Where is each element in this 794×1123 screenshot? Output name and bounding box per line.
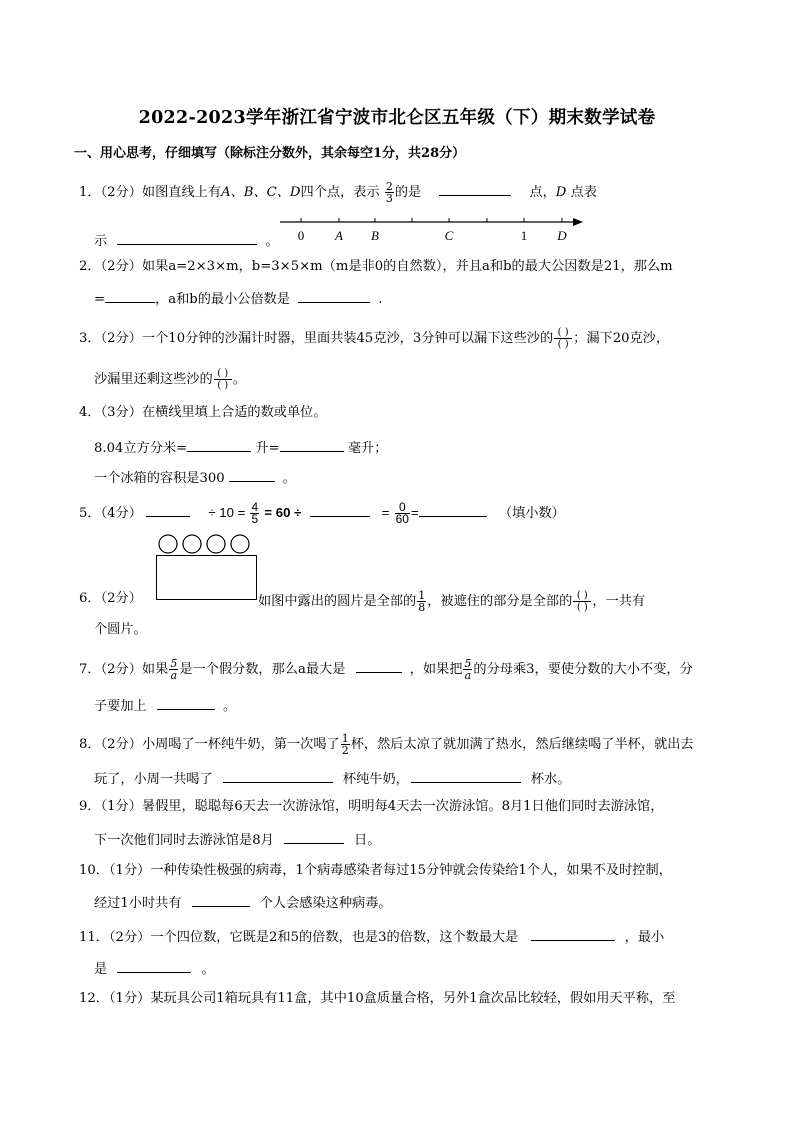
- q2-text: a=2×3×m，b=3×5×m（m是非0的自然数），并且a和b的最大公因数是21，那么m: [168, 259, 673, 274]
- empty-fraction[interactable]: [573, 590, 591, 613]
- question-6-line-2: 个圆片。: [94, 622, 147, 637]
- numerator: 5: [464, 657, 472, 670]
- numerator: 1: [341, 732, 349, 745]
- answer-blank[interactable]: [187, 437, 251, 452]
- q3-text: 3．（2分）一个10分钟的沙漏计时器，里面共装45克沙，3分钟可以漏下这些沙的: [79, 331, 554, 346]
- q3-text-2: ；漏下20克沙，: [573, 331, 670, 346]
- q2-prefix: 2．（2分）如果: [79, 259, 169, 274]
- fraction: [463, 658, 472, 681]
- question-6-line-1: [258, 590, 645, 613]
- q11-text: 11．（2分）一个四位数，它既是2和5的倍数，也是3的倍数，这个数最大是: [79, 930, 519, 945]
- q1-after-frac: 的是: [394, 185, 422, 200]
- q1-d-letter: D: [555, 185, 567, 200]
- q5-eq-2: =: [410, 505, 419, 520]
- visible-discs: [157, 533, 257, 557]
- q9-text: 下一次他们同时去游泳馆是8月: [94, 833, 274, 848]
- covering-rectangle: [156, 555, 257, 600]
- question-11-line-2: [94, 958, 215, 979]
- q5-eq: =: [381, 505, 390, 520]
- denominator: ( ): [217, 380, 229, 391]
- q11-text-2: ，最小: [624, 930, 665, 945]
- question-2-line-1: [79, 258, 673, 276]
- axis-label-a: A: [335, 228, 343, 243]
- question-7-line-1: [79, 658, 693, 681]
- q11-end: 。: [201, 962, 215, 977]
- empty-fraction[interactable]: [214, 368, 232, 391]
- disc: [231, 535, 249, 553]
- q8-prefix: 8．（2分）小周喝了一杯纯牛奶，第一次喝了: [79, 737, 340, 752]
- question-8-line-1: [79, 733, 694, 756]
- q5-note: （填小数）: [498, 506, 565, 521]
- axis-label-b: B: [371, 228, 379, 243]
- axis-label-0: 0: [297, 228, 305, 243]
- answer-blank[interactable]: [117, 230, 257, 245]
- q4-liters: 升=: [255, 441, 280, 456]
- q4-volume: 8.04立方分米=: [94, 441, 188, 456]
- fraction: [250, 502, 259, 525]
- q7-text-3: 的分母乘3，要使分数的大小不变，分: [473, 662, 693, 677]
- answer-blank[interactable]: [105, 288, 155, 303]
- question-4-line-2: [94, 437, 387, 458]
- numerator: 2: [385, 180, 393, 193]
- answer-blank[interactable]: [531, 926, 615, 941]
- q7-text-4: 子要加上: [94, 699, 147, 714]
- denominator: 3: [385, 192, 393, 205]
- denominator: a: [464, 669, 472, 682]
- denominator: a: [170, 669, 178, 682]
- q8-end: 杯水。: [530, 772, 571, 787]
- q1-line2-end: 。: [265, 234, 279, 249]
- q8-text: 杯，然后太凉了就加满了热水，然后继续喝了半杯，就出去: [350, 737, 694, 752]
- q1-end: 点表: [570, 185, 597, 200]
- q6-text-3: ，一共有: [592, 594, 646, 609]
- question-10-line-1: 10．（1分）一种传染性极强的病毒，1个病毒感染者每过15分钟就会传染给1个人，如果不及时控制，: [79, 863, 672, 878]
- question-9-line-2: [94, 829, 380, 850]
- question-9-line-1: 9．（1分）暑假里，聪聪每6天去一次游泳馆，明明每4天去一次游泳馆。8月1日他们同时去游泳馆，: [79, 799, 664, 814]
- q7-prefix: 7．（2分）如果: [79, 662, 169, 677]
- q4-fridge: 一个冰箱的容积是300: [94, 471, 225, 486]
- numerator: ( ): [554, 327, 572, 339]
- q4-end: 。: [282, 471, 296, 486]
- question-12-line-1: 12．（1分）某玩具公司1箱玩具有11盒，其中10盒质量合格，另外1盒次品比较轻，假如用天平称，至: [79, 991, 676, 1006]
- question-7-line-2: [94, 695, 236, 716]
- fraction: [341, 733, 350, 756]
- question-11-line-1: [79, 926, 664, 947]
- fraction: [169, 658, 178, 681]
- question-1-line-1: [79, 181, 597, 204]
- q8-text-3: 杯纯牛奶，: [342, 772, 409, 787]
- question-4-line-3: [94, 467, 296, 488]
- question-2-line-2: [94, 288, 382, 309]
- q2-mid: ，a和b的最小公倍数是: [155, 292, 291, 307]
- answer-blank[interactable]: [280, 437, 344, 452]
- answer-blank[interactable]: [310, 502, 370, 517]
- q7-end: 。: [222, 699, 237, 714]
- numerator: ( ): [214, 368, 232, 380]
- question-3-line-1: [79, 327, 669, 350]
- answer-blank[interactable]: [192, 892, 250, 907]
- q3-text-3: 沙漏里还剩这些沙的: [94, 372, 213, 387]
- q1-after-blank: 点，: [529, 185, 556, 200]
- denominator: ( ): [576, 602, 588, 613]
- answer-blank[interactable]: [284, 829, 344, 844]
- q11-text-3: 是: [94, 962, 108, 977]
- fraction[interactable]: [395, 502, 410, 525]
- q5-divide: ÷ 10 =: [208, 505, 246, 520]
- q6-text: 如图中露出的圆片是全部的: [258, 594, 417, 609]
- answer-blank[interactable]: [146, 502, 190, 517]
- q4-ml: 毫升；: [347, 441, 388, 456]
- disc: [159, 535, 177, 553]
- q10-text: 经过1小时共有: [94, 896, 182, 911]
- q2-eq: =: [94, 292, 106, 307]
- answer-blank[interactable]: [419, 502, 487, 517]
- question-1-line-2: [94, 230, 279, 251]
- answer-blank[interactable]: [356, 658, 402, 673]
- fraction: [385, 181, 394, 204]
- numerator: ( ): [573, 590, 591, 602]
- q6-text-2: ，被遮住的部分是全部的: [427, 594, 573, 609]
- fraction: [417, 590, 426, 613]
- answer-blank[interactable]: [117, 958, 191, 973]
- numerator: 1: [418, 589, 426, 602]
- axis-label-1: 1: [520, 228, 528, 243]
- q7-text: 是一个假分数，那么a最大是: [179, 662, 346, 677]
- denominator: 5: [251, 512, 259, 526]
- numerator: 4: [251, 500, 259, 514]
- q1-mid: 四个点，表示: [300, 185, 380, 200]
- denominator: 2: [341, 744, 349, 757]
- numerator: 5: [170, 657, 178, 670]
- question-5-line-1: [79, 502, 565, 525]
- question-10-line-2: [94, 892, 392, 913]
- q10-end: 个人会感染这种病毒。: [259, 896, 392, 911]
- answer-blank[interactable]: [411, 768, 521, 783]
- number-line-diagram: [275, 212, 595, 246]
- q1-line2-prefix: 示: [94, 234, 108, 249]
- answer-blank[interactable]: [229, 467, 275, 482]
- disc: [183, 535, 201, 553]
- empty-fraction[interactable]: [554, 327, 572, 350]
- q1-letters: A、B、C、D: [221, 185, 301, 200]
- question-6-prefix: 6．（2分）: [79, 591, 142, 606]
- q3-end: 。: [232, 372, 246, 387]
- denominator: ( ): [557, 339, 569, 350]
- answer-blank[interactable]: [298, 288, 370, 303]
- question-8-line-2: [94, 768, 570, 789]
- q2-end: .: [378, 292, 383, 307]
- answer-blank[interactable]: [157, 695, 215, 710]
- q1-prefix: 1．（2分）如图直线上有: [79, 185, 222, 200]
- q9-end: 日。: [354, 833, 381, 848]
- q5-prefix: 5．（4分）: [79, 506, 142, 521]
- denominator: 8: [418, 601, 426, 614]
- q7-text-2: ，如果把: [409, 662, 463, 677]
- q8-text-2: 玩了，小周一共喝了: [94, 772, 213, 787]
- section-heading: 一、用心思考，仔细填写（除标注分数外，其余每空1分，共28分）: [74, 146, 466, 161]
- denominator: 60: [395, 512, 409, 526]
- question-3-line-2: [94, 368, 246, 391]
- answer-blank[interactable]: [223, 768, 333, 783]
- answer-blank[interactable]: [439, 181, 511, 196]
- axis-label-c: C: [444, 228, 454, 243]
- axis-label-d: D: [557, 228, 567, 243]
- question-4-line-1: 4．（3分）在横线里填上合适的数或单位。: [79, 405, 327, 420]
- page-title: 2022-2023学年浙江省宁波市北仑区五年级（下）期末数学试卷: [138, 108, 656, 128]
- arrow-head-icon: [573, 218, 583, 226]
- q5-sixty: = 60 ÷: [264, 505, 302, 520]
- numerator: 0: [395, 502, 410, 514]
- disc: [207, 535, 225, 553]
